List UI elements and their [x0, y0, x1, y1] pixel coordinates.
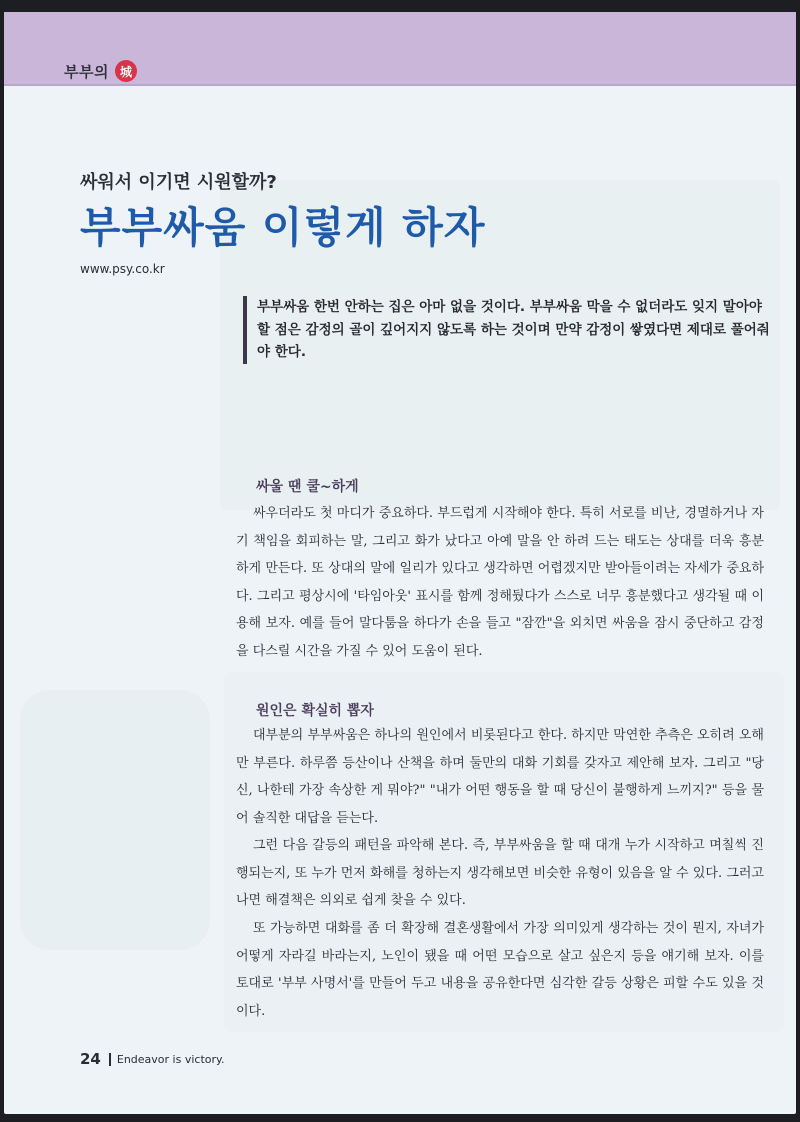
body-paragraph: 싸우더라도 첫 마디가 중요하다. 부드럽게 시작해야 한다. 특히 서로를 비난, 경멸하거나 자기 책임을 회피하는 말, 그리고 화가 났다고 아예 말을 안 하려 드는 태도는 상대를 더욱 흥분하게 만든다. 또 상대의 말에 일리가 있다고 생각하면 어렵겠지만 받아들이려는 자세가 중요하다. 그리고 평상시에 '타임아웃' 표시를 함께 정해뒀다가 스스로 너무 흥분했다고 생각될 때 이용해 보자. 예를 들어 말다툼을 하다가 손을 들고 "잠깐"을 외치면 싸움을 잠시 중단하고 감정을 다스릴 시간을 가질 수 있어 도움이 된다. — [236, 506, 764, 659]
section-label: 부부의 — [64, 62, 109, 81]
footer-divider — [109, 1053, 111, 1066]
section-badge: 城 — [115, 60, 137, 82]
article-title: 부부싸움 이렇게 하자 — [80, 203, 486, 252]
source-url: www.psy.co.kr — [80, 262, 165, 276]
section-tag — [64, 60, 137, 82]
section-heading-1: 싸울 땐 쿨~하게 — [256, 479, 359, 495]
background-photo-left — [20, 690, 210, 950]
lead-paragraph: 부부싸움 한번 안하는 집은 아마 없을 것이다. 부부싸움 막을 수 없더라도 잊지 말아야 할 점은 감정의 골이 깊어지지 않도록 하는 것이며 만약 감정이 쌓였다면 제대로 풀어줘야 한다. — [243, 296, 777, 364]
body-paragraph: 대부분의 부부싸움은 하나의 원인에서 비롯된다고 한다. 하지만 막연한 추측은 오히려 오해만 부른다. 하루쯤 등산이나 산책을 하며 둘만의 대화 기회를 갖자고 제안해 보자. 그리고 "당신, 나한테 가장 속상한 게 뭐야?" "내가 어떤 행동을 할 때 당신이 불행하게 느끼지?" 등을 물어 솔직한 대답을 듣는다. — [236, 728, 764, 826]
body-paragraph: 그런 다음 갈등의 패턴을 파악해 본다. 즉, 부부싸움을 할 때 대개 누가 시작하고 며칠씩 진행되는지, 또 누가 먼저 화해를 청하는지 생각해보면 비슷한 유형이 있음을 알 수 있다. 그러고 나면 해결책은 의외로 쉽게 찾을 수 있다. — [236, 838, 764, 908]
section-heading-2: 원인은 확실히 뽑자 — [256, 703, 374, 719]
page-number: 24 — [80, 1050, 101, 1068]
page-footer — [80, 1050, 224, 1068]
article-subtitle: 싸워서 이기면 시원할까? — [80, 172, 277, 193]
body-paragraph: 또 가능하면 대화를 좀 더 확장해 결혼생활에서 가장 의미있게 생각하는 것이 뭔지, 자녀가 어떻게 자라길 바라는지, 노인이 됐을 때 어떤 모습으로 살고 싶은지 등을 얘기해 보자. 이를 토대로 '부부 사명서'를 만들어 두고 내용을 공유한다면 심각한 갈등 상황은 피할 수도 있을 것이다. — [236, 921, 764, 1019]
footer-slogan: Endeavor is victory. — [116, 1052, 225, 1066]
